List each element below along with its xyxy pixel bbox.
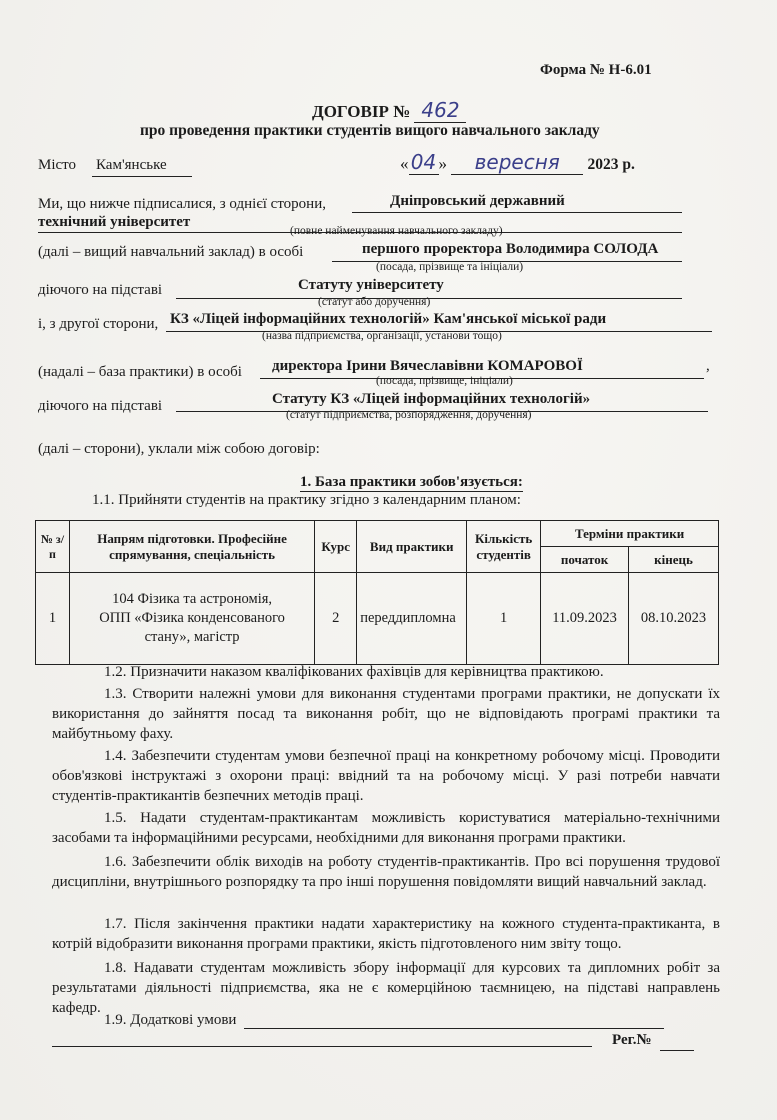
person-value: першого проректора Володимира СОЛОДА (362, 241, 659, 257)
form-number: Форма № Н-6.01 (540, 62, 652, 78)
basis2-value: Статуту КЗ «Ліцей інформаційних технологій» (272, 391, 591, 407)
item-1-2: 1.2. Призначити наказом кваліфікованих фахівців для керівництва практикою. (104, 664, 604, 680)
reg-number-label: Рег.№ (612, 1032, 652, 1048)
practice-plan-table (35, 520, 719, 665)
cell-count: 1 (467, 573, 541, 665)
item-1-5-paragraph (52, 808, 720, 848)
base-caption: (посада, прізвище, ініціали) (376, 375, 513, 387)
city-value: Кам'янське (96, 157, 167, 173)
person-prefix: (далі – вищий навчальний заклад) в особі (38, 244, 304, 260)
quote-open: « (400, 154, 409, 173)
date-day: 04 (409, 150, 439, 175)
city-label: Місто (38, 157, 77, 173)
header-course: Курс (315, 521, 357, 573)
cell-number: 1 (36, 573, 70, 665)
item-1-3-paragraph (52, 684, 720, 744)
item-1-7: 1.7. Після закінчення практики надати характеристику на кожного студента-практиканта, в котрій відобразити виконання програми практики, якість підготовленого ним звіту тощо. (52, 916, 720, 952)
header-terms: Терміни практики (541, 521, 719, 547)
basis-value: Статуту університету (298, 277, 444, 293)
university-line-1: Дніпровський державний (390, 193, 565, 209)
date-year: 2023 р. (587, 156, 635, 173)
cell-direction-line-2: ОПП «Фізика конденсованого (99, 610, 285, 626)
item-1-4: 1.4. Забезпечити студентам умови безпечної праці на конкретному робочому місці. Проводити обов'язкові інструктажі з охорони праці: ввідний та на робочому місці. У разі потреби навчати студентів-практикантів безпечних методів праці. (52, 748, 720, 804)
header-end: кінець (629, 547, 719, 573)
city-underline (92, 176, 192, 177)
item-1-8-paragraph (52, 958, 720, 1018)
person-caption: (посада, прізвище та ініціали) (376, 261, 524, 273)
quote-close: » (438, 154, 447, 173)
university-underline-1 (352, 212, 682, 213)
item-1-4-paragraph (52, 746, 720, 806)
item-1-8: 1.8. Надавати студентам можливість збору інформації для курсових та дипломних робіт за результатами діяльності підприємства, яка не є комерційною таємницею, на підставі направлень кафедр. (52, 960, 720, 1016)
basis2-caption: (статут підприємства, розпорядження, доручення) (286, 409, 532, 421)
base-comma: , (706, 358, 710, 374)
item-1-9: 1.9. Додаткові умови (104, 1012, 237, 1028)
item-1-5: 1.5. Надати студентам-практикантам можливість користуватися матеріально-технічними засобами та інформаційними ресурсами, необхідними для виконання програми практики. (52, 810, 720, 846)
header-type: Вид практики (357, 521, 467, 573)
item-1-2-paragraph (52, 662, 720, 682)
contract-title (312, 98, 466, 123)
basis-caption: (статут або доручення) (318, 296, 431, 308)
table-row (36, 573, 719, 665)
university-caption: (повне найменування навчального закладу) (290, 225, 503, 237)
other-side-prefix: і, з другої сторони, (38, 316, 159, 332)
header-direction: Напрям підготовки. Професійне спрямування, спеціальність (69, 521, 314, 573)
item-1-1: 1.1. Прийняти студентів на практику згідно з календарним планом: (92, 492, 521, 508)
header-count: Кількість студентів (467, 521, 541, 573)
header-number: № з/п (36, 521, 70, 573)
item-1-7-paragraph (52, 914, 720, 954)
we-text: Ми, що нижче підписалися, з однієї сторони, (38, 196, 326, 212)
other-side-value: КЗ «Ліцей інформаційних технологій» Кам'янської міської ради (170, 311, 607, 327)
section-1-title: 1. База практики зобов'язується: (300, 474, 523, 490)
cell-direction-line-1: 104 Фізика та астрономія, (112, 591, 273, 607)
date-month: вересня (451, 150, 583, 175)
cell-course: 2 (315, 573, 357, 665)
item-1-3: 1.3. Створити належні умови для виконання студентами програми практики, не допускати їх використання до зайняття посад та виконання робіт, що не відповідають програмі практики та майбутньому фаху. (52, 686, 720, 742)
basis-label: діючого на підставі (38, 282, 163, 298)
title-prefix: ДОГОВІР № (312, 102, 411, 121)
base-value: директора Ірини Вячеславівни КОМАРОВОЇ (272, 358, 583, 374)
reg-number-underline (660, 1050, 694, 1051)
basis2-label: діючого на підставі (38, 398, 163, 414)
item-1-6-paragraph (52, 852, 720, 892)
contract-number: 462 (414, 98, 466, 123)
extra-conditions-line (52, 1046, 592, 1047)
cell-end: 08.10.2023 (629, 573, 719, 665)
cell-direction (69, 573, 314, 665)
parties-text: (далі – сторони), уклали між собою договір: (38, 441, 320, 457)
cell-start: 11.09.2023 (541, 573, 629, 665)
contract-subtitle: про проведення практики студентів вищого навчального закладу (140, 122, 600, 139)
item-1-9-underline (244, 1028, 664, 1029)
cell-type: переддипломна (357, 573, 467, 665)
header-start: початок (541, 547, 629, 573)
date-line (400, 150, 635, 175)
item-1-6: 1.6. Забезпечити облік виходів на роботу студентів-практикантів. Про всі порушення трудової дисципліни, внутрішнього розпорядку та про інші порушення повідомляти вищий навчальний заклад. (52, 854, 720, 890)
base-prefix: (надалі – база практики) в особі (38, 364, 242, 380)
university-line-2: технічний університет (38, 214, 191, 230)
other-side-caption: (назва підприємства, організації, установи тощо) (262, 330, 502, 342)
table-header-row (36, 521, 719, 547)
cell-direction-line-3: стану», магістр (144, 629, 240, 645)
